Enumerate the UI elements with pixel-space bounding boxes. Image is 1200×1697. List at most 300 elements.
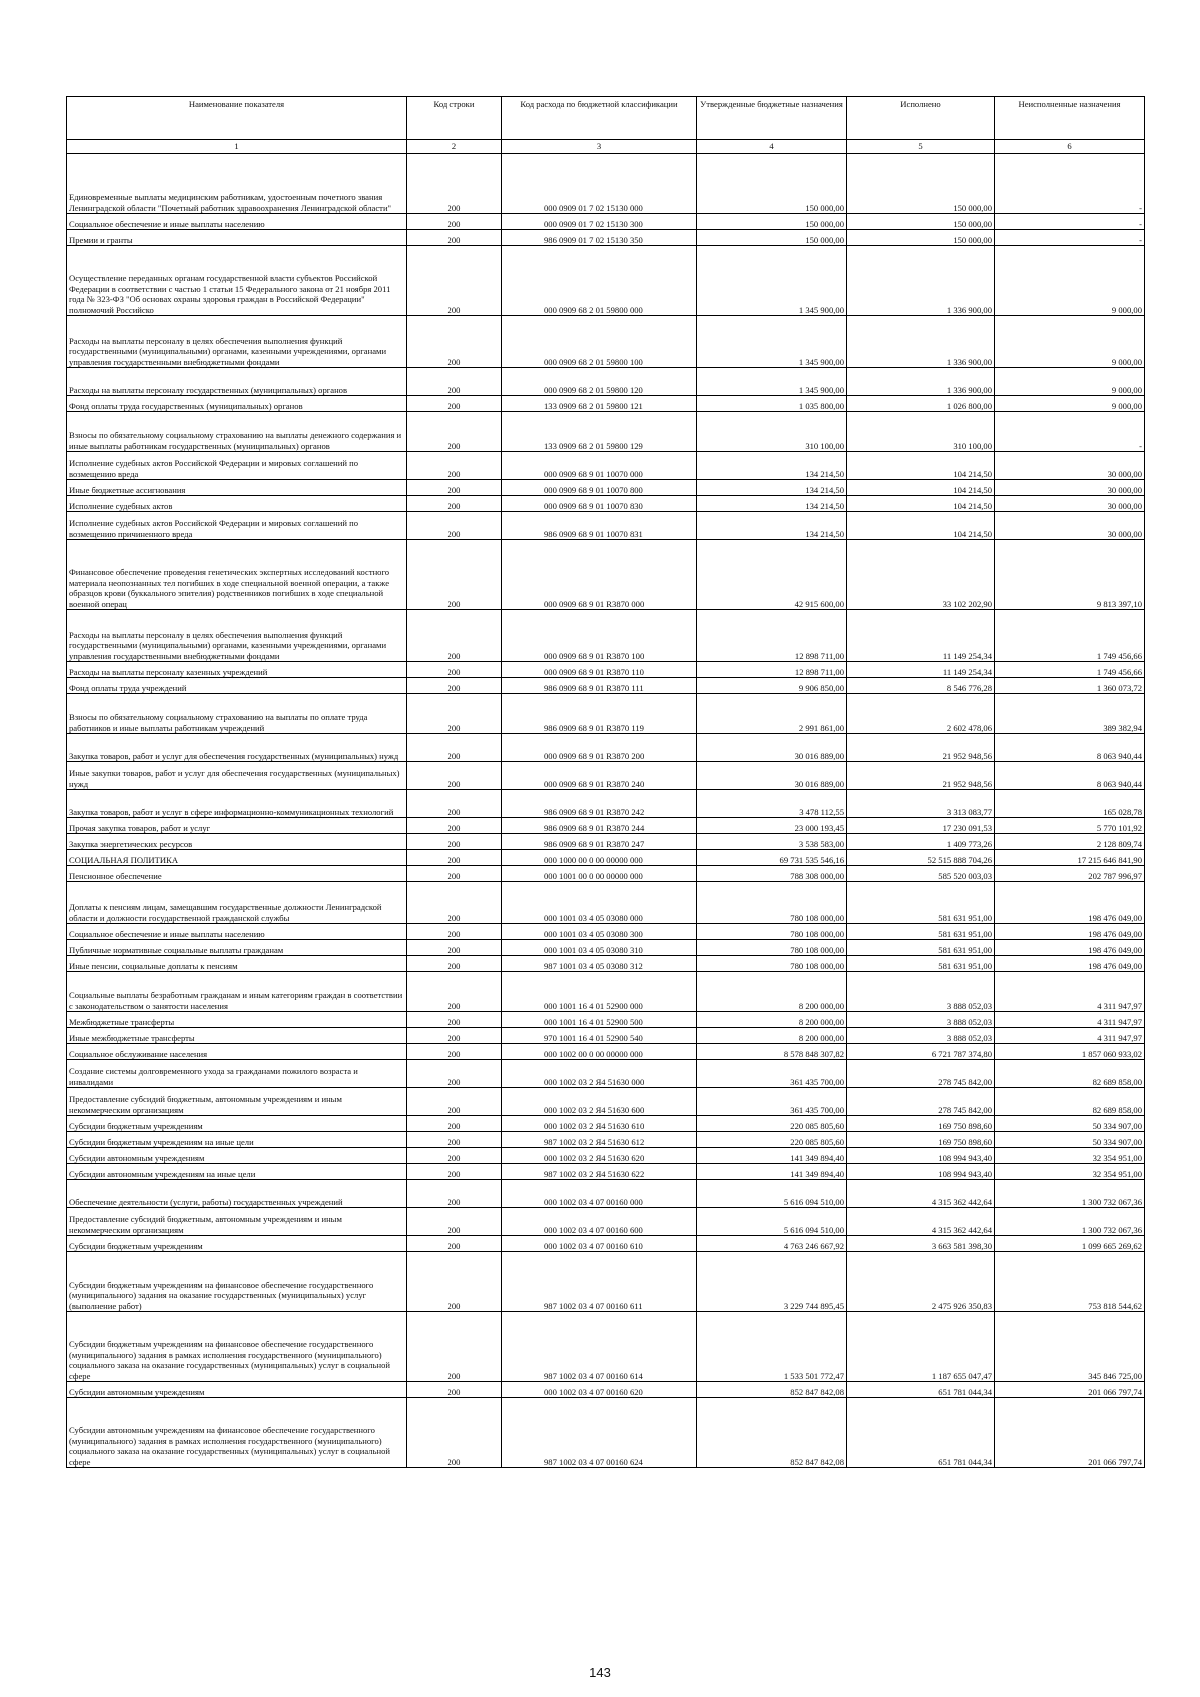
- cell-approved: 852 847 842,08: [697, 1398, 847, 1468]
- cell-name: Расходы на выплаты персоналу в целях обеспечения выполнения функций государственными (муниципальными) органами, казенными учреждениями, органами управления государственными внебюджетными фондами: [67, 316, 407, 368]
- table-row: [67, 396, 1145, 412]
- cell-kbk: 000 0909 68 2 01 59800 000: [502, 246, 697, 316]
- cell-code: 200: [407, 790, 502, 818]
- header-unexecuted: Неисполненные назначения: [995, 97, 1145, 140]
- cell-unexec: 1 749 456,66: [995, 610, 1145, 662]
- cell-name: Фонд оплаты труда государственных (муниципальных) органов: [67, 396, 407, 412]
- cell-approved: 141 349 894,40: [697, 1164, 847, 1180]
- cell-code: 200: [407, 412, 502, 452]
- cell-kbk: 000 1002 03 4 07 00160 620: [502, 1382, 697, 1398]
- cell-code: 200: [407, 1236, 502, 1252]
- table-row: [67, 154, 1145, 214]
- cell-kbk: 000 0909 68 9 01 R3870 240: [502, 762, 697, 790]
- cell-executed: 11 149 254,34: [847, 662, 995, 678]
- cell-executed: 3 663 581 398,30: [847, 1236, 995, 1252]
- cell-executed: 150 000,00: [847, 230, 995, 246]
- column-number: 5: [847, 140, 995, 154]
- cell-unexec: 201 066 797,74: [995, 1398, 1145, 1468]
- cell-kbk: 986 0909 68 9 01 R3870 119: [502, 694, 697, 734]
- cell-executed: 108 994 943,40: [847, 1164, 995, 1180]
- cell-approved: 69 731 535 546,16: [697, 850, 847, 866]
- cell-name: Премии и гранты: [67, 230, 407, 246]
- cell-code: 200: [407, 1148, 502, 1164]
- table-row: [67, 540, 1145, 610]
- cell-approved: 23 000 193,45: [697, 818, 847, 834]
- cell-unexec: 50 334 907,00: [995, 1132, 1145, 1148]
- cell-name: Социальные выплаты безработным гражданам и иным категориям граждан в соответствии с законодательством о занятости населения: [67, 972, 407, 1012]
- table-body: [67, 154, 1145, 1468]
- cell-approved: 5 616 094 510,00: [697, 1180, 847, 1208]
- cell-unexec: 30 000,00: [995, 480, 1145, 496]
- cell-approved: 30 016 889,00: [697, 734, 847, 762]
- cell-name: Публичные нормативные социальные выплаты гражданам: [67, 940, 407, 956]
- column-number: 3: [502, 140, 697, 154]
- cell-kbk: 000 0909 01 7 02 15130 300: [502, 214, 697, 230]
- table-row: [67, 762, 1145, 790]
- cell-unexec: 5 770 101,92: [995, 818, 1145, 834]
- table-row: [67, 818, 1145, 834]
- cell-executed: 278 745 842,00: [847, 1060, 995, 1088]
- column-number: 1: [67, 140, 407, 154]
- cell-code: 200: [407, 924, 502, 940]
- cell-unexec: 32 354 951,00: [995, 1164, 1145, 1180]
- cell-executed: 52 515 888 704,26: [847, 850, 995, 866]
- cell-unexec: -: [995, 214, 1145, 230]
- cell-unexec: 8 063 940,44: [995, 734, 1145, 762]
- cell-unexec: 30 000,00: [995, 496, 1145, 512]
- column-number-row: [67, 140, 1145, 154]
- cell-approved: 150 000,00: [697, 230, 847, 246]
- cell-name: Субсидии автономным учреждениям: [67, 1382, 407, 1398]
- cell-code: 200: [407, 368, 502, 396]
- cell-kbk: 986 0909 01 7 02 15130 350: [502, 230, 697, 246]
- cell-code: 200: [407, 972, 502, 1012]
- cell-code: 200: [407, 316, 502, 368]
- cell-unexec: 4 311 947,97: [995, 1028, 1145, 1044]
- cell-executed: 21 952 948,56: [847, 734, 995, 762]
- cell-code: 200: [407, 1044, 502, 1060]
- cell-unexec: 32 354 951,00: [995, 1148, 1145, 1164]
- cell-unexec: 1 300 732 067,36: [995, 1180, 1145, 1208]
- cell-approved: 8 200 000,00: [697, 1012, 847, 1028]
- cell-unexec: 82 689 858,00: [995, 1088, 1145, 1116]
- cell-code: 200: [407, 1028, 502, 1044]
- cell-name: Закупка товаров, работ и услуг для обеспечения государственных (муниципальных) нужд: [67, 734, 407, 762]
- cell-kbk: 970 1001 16 4 01 52900 540: [502, 1028, 697, 1044]
- cell-approved: 9 906 850,00: [697, 678, 847, 694]
- cell-approved: 220 085 805,60: [697, 1132, 847, 1148]
- cell-approved: 2 991 861,00: [697, 694, 847, 734]
- cell-executed: 3 888 052,03: [847, 1028, 995, 1044]
- cell-name: Создание системы долговременного ухода за гражданами пожилого возраста и инвалидами: [67, 1060, 407, 1088]
- cell-kbk: 000 0909 68 9 01 10070 830: [502, 496, 697, 512]
- cell-executed: 1 336 900,00: [847, 316, 995, 368]
- cell-code: 200: [407, 610, 502, 662]
- cell-unexec: 1 099 665 269,62: [995, 1236, 1145, 1252]
- cell-unexec: 389 382,94: [995, 694, 1145, 734]
- cell-executed: 11 149 254,34: [847, 610, 995, 662]
- cell-code: 200: [407, 834, 502, 850]
- cell-unexec: 82 689 858,00: [995, 1060, 1145, 1088]
- cell-name: Прочая закупка товаров, работ и услуг: [67, 818, 407, 834]
- cell-name: Субсидии автономным учреждениям: [67, 1148, 407, 1164]
- table-row: [67, 790, 1145, 818]
- cell-kbk: 987 1002 03 4 07 00160 624: [502, 1398, 697, 1468]
- table-row: [67, 734, 1145, 762]
- cell-unexec: 50 334 907,00: [995, 1116, 1145, 1132]
- table-row: [67, 480, 1145, 496]
- cell-code: 200: [407, 762, 502, 790]
- cell-code: 200: [407, 214, 502, 230]
- cell-code: 200: [407, 1312, 502, 1382]
- table-row: [67, 246, 1145, 316]
- cell-kbk: 986 0909 68 9 01 R3870 242: [502, 790, 697, 818]
- cell-name: Субсидии бюджетным учреждениям: [67, 1236, 407, 1252]
- cell-code: 200: [407, 246, 502, 316]
- cell-unexec: 198 476 049,00: [995, 882, 1145, 924]
- table-row: [67, 850, 1145, 866]
- cell-executed: 150 000,00: [847, 214, 995, 230]
- cell-approved: 141 349 894,40: [697, 1148, 847, 1164]
- cell-kbk: 986 0909 68 9 01 R3870 247: [502, 834, 697, 850]
- cell-executed: 21 952 948,56: [847, 762, 995, 790]
- cell-executed: 581 631 951,00: [847, 882, 995, 924]
- cell-kbk: 000 1002 03 2 Я4 51630 620: [502, 1148, 697, 1164]
- cell-name: Расходы на выплаты персоналу государственных (муниципальных) органов: [67, 368, 407, 396]
- cell-kbk: 000 1002 03 4 07 00160 600: [502, 1208, 697, 1236]
- cell-name: Иные пенсии, социальные доплаты к пенсиям: [67, 956, 407, 972]
- cell-kbk: 987 1002 03 4 07 00160 614: [502, 1312, 697, 1382]
- cell-approved: 150 000,00: [697, 154, 847, 214]
- cell-executed: 1 409 773,26: [847, 834, 995, 850]
- cell-kbk: 000 0909 68 2 01 59800 100: [502, 316, 697, 368]
- cell-approved: 8 200 000,00: [697, 1028, 847, 1044]
- cell-approved: 1 035 800,00: [697, 396, 847, 412]
- table-row: [67, 882, 1145, 924]
- cell-executed: 581 631 951,00: [847, 940, 995, 956]
- cell-executed: 3 888 052,03: [847, 1012, 995, 1028]
- cell-approved: 150 000,00: [697, 214, 847, 230]
- header-name: Наименование показателя: [67, 97, 407, 140]
- cell-name: Социальное обеспечение и иные выплаты населению: [67, 924, 407, 940]
- cell-name: Взносы по обязательному социальному страхованию на выплаты по оплате труда работников и иные выплаты работникам учреждений: [67, 694, 407, 734]
- table-row: [67, 1208, 1145, 1236]
- cell-name: Исполнение судебных актов Российской Федерации и мировых соглашений по возмещению вреда: [67, 452, 407, 480]
- cell-code: 200: [407, 540, 502, 610]
- table-row: [67, 866, 1145, 882]
- table-row: [67, 972, 1145, 1012]
- cell-kbk: 000 1002 03 4 07 00160 610: [502, 1236, 697, 1252]
- cell-name: СОЦИАЛЬНАЯ ПОЛИТИКА: [67, 850, 407, 866]
- cell-executed: 310 100,00: [847, 412, 995, 452]
- cell-unexec: 30 000,00: [995, 452, 1145, 480]
- cell-approved: 12 898 711,00: [697, 610, 847, 662]
- cell-approved: 780 108 000,00: [697, 956, 847, 972]
- cell-code: 200: [407, 734, 502, 762]
- header-kbk: Код расхода по бюджетной классификации: [502, 97, 697, 140]
- table-row: [67, 230, 1145, 246]
- cell-code: 200: [407, 1116, 502, 1132]
- cell-code: 200: [407, 452, 502, 480]
- cell-approved: 4 763 246 667,92: [697, 1236, 847, 1252]
- table-row: [67, 834, 1145, 850]
- cell-approved: 42 915 600,00: [697, 540, 847, 610]
- cell-code: 200: [407, 1012, 502, 1028]
- cell-executed: 3 888 052,03: [847, 972, 995, 1012]
- cell-kbk: 000 1002 03 2 Я4 51630 000: [502, 1060, 697, 1088]
- cell-approved: 134 214,50: [697, 452, 847, 480]
- cell-approved: 1 345 900,00: [697, 246, 847, 316]
- cell-executed: 4 315 362 442,64: [847, 1180, 995, 1208]
- cell-approved: 1 345 900,00: [697, 368, 847, 396]
- cell-approved: 361 435 700,00: [697, 1088, 847, 1116]
- cell-kbk: 986 0909 68 9 01 R3870 244: [502, 818, 697, 834]
- cell-kbk: 000 1002 03 2 Я4 51630 610: [502, 1116, 697, 1132]
- cell-kbk: 000 1001 03 4 05 03080 300: [502, 924, 697, 940]
- cell-kbk: 000 0909 68 9 01 R3870 100: [502, 610, 697, 662]
- cell-unexec: 345 846 725,00: [995, 1312, 1145, 1382]
- header-code: Код строки: [407, 97, 502, 140]
- cell-code: 200: [407, 154, 502, 214]
- cell-executed: 4 315 362 442,64: [847, 1208, 995, 1236]
- table-row: [67, 1088, 1145, 1116]
- cell-name: Иные бюджетные ассигнования: [67, 480, 407, 496]
- cell-approved: 310 100,00: [697, 412, 847, 452]
- cell-unexec: 1 857 060 933,02: [995, 1044, 1145, 1060]
- cell-executed: 581 631 951,00: [847, 924, 995, 940]
- cell-executed: 2 475 926 350,83: [847, 1252, 995, 1312]
- cell-executed: 17 230 091,53: [847, 818, 995, 834]
- table-row: [67, 412, 1145, 452]
- cell-name: Социальное обеспечение и иные выплаты населению: [67, 214, 407, 230]
- cell-code: 200: [407, 1060, 502, 1088]
- cell-name: Субсидии автономным учреждениям на финансовое обеспечение государственного (муниципального) задания в рамках исполнения государственного (муниципального) социального заказа на оказание государственных (муниципальных) услуг в социальной сфере: [67, 1398, 407, 1468]
- cell-code: 200: [407, 230, 502, 246]
- cell-unexec: 1 360 073,72: [995, 678, 1145, 694]
- cell-kbk: 000 0909 68 9 01 R3870 110: [502, 662, 697, 678]
- cell-unexec: 198 476 049,00: [995, 940, 1145, 956]
- cell-code: 200: [407, 1088, 502, 1116]
- cell-unexec: 1 300 732 067,36: [995, 1208, 1145, 1236]
- cell-executed: 2 602 478,06: [847, 694, 995, 734]
- cell-code: 200: [407, 1180, 502, 1208]
- cell-code: 200: [407, 678, 502, 694]
- cell-name: Пенсионное обеспечение: [67, 866, 407, 882]
- cell-unexec: 9 000,00: [995, 246, 1145, 316]
- budget-execution-table: [66, 96, 1145, 1468]
- table-row: [67, 662, 1145, 678]
- cell-code: 200: [407, 662, 502, 678]
- cell-kbk: 987 1001 03 4 05 03080 312: [502, 956, 697, 972]
- cell-name: Иные закупки товаров, работ и услуг для обеспечения государственных (муниципальных) нужд: [67, 762, 407, 790]
- cell-kbk: 000 0909 01 7 02 15130 000: [502, 154, 697, 214]
- cell-executed: 104 214,50: [847, 496, 995, 512]
- table-row: [67, 368, 1145, 396]
- cell-approved: 1 345 900,00: [697, 316, 847, 368]
- cell-executed: 1 026 800,00: [847, 396, 995, 412]
- cell-kbk: 000 1000 00 0 00 00000 000: [502, 850, 697, 866]
- cell-kbk: 000 1001 03 4 05 03080 000: [502, 882, 697, 924]
- cell-code: 200: [407, 866, 502, 882]
- cell-code: 200: [407, 512, 502, 540]
- cell-executed: 6 721 787 374,80: [847, 1044, 995, 1060]
- cell-name: Предоставление субсидий бюджетным, автономным учреждениям и иным некоммерческим организациям: [67, 1088, 407, 1116]
- cell-executed: 1 336 900,00: [847, 368, 995, 396]
- cell-approved: 780 108 000,00: [697, 924, 847, 940]
- cell-name: Исполнение судебных актов Российской Федерации и мировых соглашений по возмещению причиненного вреда: [67, 512, 407, 540]
- table-row: [67, 610, 1145, 662]
- cell-name: Субсидии бюджетным учреждениям на финансовое обеспечение государственного (муниципального) задания в рамках исполнения государственного (муниципального) социального заказа на оказание государственных (муниципальных) услуг в социальной сфере: [67, 1312, 407, 1382]
- header-executed: Исполнено: [847, 97, 995, 140]
- cell-unexec: 198 476 049,00: [995, 924, 1145, 940]
- cell-code: 200: [407, 496, 502, 512]
- column-number: 2: [407, 140, 502, 154]
- cell-executed: 104 214,50: [847, 452, 995, 480]
- table-row: [67, 1236, 1145, 1252]
- cell-name: Взносы по обязательному социальному страхованию на выплаты денежного содержания и иные выплаты работникам государственных (муниципальных) органов: [67, 412, 407, 452]
- cell-approved: 220 085 805,60: [697, 1116, 847, 1132]
- table-row: [67, 1180, 1145, 1208]
- table-row: [67, 1164, 1145, 1180]
- cell-approved: 8 200 000,00: [697, 972, 847, 1012]
- cell-executed: 3 313 083,77: [847, 790, 995, 818]
- cell-approved: 5 616 094 510,00: [697, 1208, 847, 1236]
- cell-unexec: 9 813 397,10: [995, 540, 1145, 610]
- cell-kbk: 000 0909 68 9 01 10070 000: [502, 452, 697, 480]
- cell-executed: 33 102 202,90: [847, 540, 995, 610]
- cell-name: Субсидии автономным учреждениям на иные цели: [67, 1164, 407, 1180]
- cell-code: 200: [407, 850, 502, 866]
- cell-name: Расходы на выплаты персоналу казенных учреждений: [67, 662, 407, 678]
- cell-executed: 150 000,00: [847, 154, 995, 214]
- cell-approved: 780 108 000,00: [697, 882, 847, 924]
- cell-approved: 3 229 744 895,45: [697, 1252, 847, 1312]
- cell-kbk: 000 0909 68 9 01 R3870 000: [502, 540, 697, 610]
- header-approved: Утвержденные бюджетные назначения: [697, 97, 847, 140]
- cell-unexec: 9 000,00: [995, 396, 1145, 412]
- cell-approved: 134 214,50: [697, 496, 847, 512]
- cell-executed: 278 745 842,00: [847, 1088, 995, 1116]
- cell-unexec: 2 128 809,74: [995, 834, 1145, 850]
- cell-code: 200: [407, 694, 502, 734]
- cell-code: 200: [407, 882, 502, 924]
- table-row: [67, 214, 1145, 230]
- table-row: [67, 678, 1145, 694]
- cell-unexec: 202 787 996,97: [995, 866, 1145, 882]
- cell-name: Субсидии бюджетным учреждениям на финансовое обеспечение государственного (муниципального) задания на оказание государственных (муниципальных) услуг (выполнение работ): [67, 1252, 407, 1312]
- table-row: [67, 316, 1145, 368]
- cell-unexec: 4 311 947,97: [995, 1012, 1145, 1028]
- cell-kbk: 000 1001 16 4 01 52900 000: [502, 972, 697, 1012]
- cell-name: Иные межбюджетные трансферты: [67, 1028, 407, 1044]
- cell-name: Доплаты к пенсиям лицам, замещавшим государственные должности Ленинградской области и должности государственной гражданской службы: [67, 882, 407, 924]
- cell-name: Обеспечение деятельности (услуги, работы) государственных учреждений: [67, 1180, 407, 1208]
- cell-code: 200: [407, 1252, 502, 1312]
- cell-unexec: 8 063 940,44: [995, 762, 1145, 790]
- table-row: [67, 1012, 1145, 1028]
- cell-kbk: 000 1001 16 4 01 52900 500: [502, 1012, 697, 1028]
- table-row: [67, 452, 1145, 480]
- cell-executed: 169 750 898,60: [847, 1132, 995, 1148]
- cell-unexec: -: [995, 154, 1145, 214]
- cell-code: 200: [407, 1208, 502, 1236]
- cell-executed: 8 546 776,28: [847, 678, 995, 694]
- table-row: [67, 1116, 1145, 1132]
- cell-unexec: -: [995, 230, 1145, 246]
- header-row: [67, 97, 1145, 140]
- cell-code: 200: [407, 480, 502, 496]
- cell-kbk: 000 1002 00 0 00 00000 000: [502, 1044, 697, 1060]
- cell-code: 200: [407, 1164, 502, 1180]
- table-row: [67, 496, 1145, 512]
- cell-unexec: 1 749 456,66: [995, 662, 1145, 678]
- column-number: 4: [697, 140, 847, 154]
- cell-code: 200: [407, 1382, 502, 1398]
- cell-executed: 651 781 044,34: [847, 1398, 995, 1468]
- cell-approved: 30 016 889,00: [697, 762, 847, 790]
- table-row: [67, 694, 1145, 734]
- table-row: [67, 1148, 1145, 1164]
- cell-approved: 788 308 000,00: [697, 866, 847, 882]
- cell-executed: 651 781 044,34: [847, 1382, 995, 1398]
- cell-code: 200: [407, 818, 502, 834]
- cell-name: Предоставление субсидий бюджетным, автономным учреждениям и иным некоммерческим организациям: [67, 1208, 407, 1236]
- cell-unexec: 30 000,00: [995, 512, 1145, 540]
- cell-kbk: 000 0909 68 9 01 R3870 200: [502, 734, 697, 762]
- cell-unexec: 17 215 646 841,90: [995, 850, 1145, 866]
- table-row: [67, 1312, 1145, 1382]
- cell-executed: 1 187 655 047,47: [847, 1312, 995, 1382]
- cell-kbk: 986 0909 68 9 01 10070 831: [502, 512, 697, 540]
- cell-approved: 852 847 842,08: [697, 1382, 847, 1398]
- cell-executed: 581 631 951,00: [847, 956, 995, 972]
- table-row: [67, 1044, 1145, 1060]
- cell-name: Финансовое обеспечение проведения генетических экспертных исследований костного материала неопознанных тел погибших в ходе специальной военной операции, а также образцов крови (буккального эпителия) родственников погибших в ходе специальной военной операц: [67, 540, 407, 610]
- cell-approved: 3 478 112,55: [697, 790, 847, 818]
- cell-approved: 361 435 700,00: [697, 1060, 847, 1088]
- cell-unexec: 9 000,00: [995, 368, 1145, 396]
- cell-approved: 780 108 000,00: [697, 940, 847, 956]
- cell-approved: 3 538 583,00: [697, 834, 847, 850]
- table-row: [67, 1060, 1145, 1088]
- cell-unexec: 201 066 797,74: [995, 1382, 1145, 1398]
- cell-unexec: 9 000,00: [995, 316, 1145, 368]
- cell-kbk: 000 1002 03 4 07 00160 000: [502, 1180, 697, 1208]
- cell-name: Закупка товаров, работ и услуг в сфере информационно-коммуникационных технологий: [67, 790, 407, 818]
- table-row: [67, 1132, 1145, 1148]
- cell-kbk: 133 0909 68 2 01 59800 121: [502, 396, 697, 412]
- table-row: [67, 1028, 1145, 1044]
- table-row: [67, 924, 1145, 940]
- cell-name: Субсидии бюджетным учреждениям: [67, 1116, 407, 1132]
- cell-executed: 169 750 898,60: [847, 1116, 995, 1132]
- cell-kbk: 000 0909 68 2 01 59800 120: [502, 368, 697, 396]
- cell-code: 200: [407, 940, 502, 956]
- table-row: [67, 1252, 1145, 1312]
- cell-unexec: 753 818 544,62: [995, 1252, 1145, 1312]
- cell-unexec: 4 311 947,97: [995, 972, 1145, 1012]
- cell-kbk: 000 1001 00 0 00 00000 000: [502, 866, 697, 882]
- cell-kbk: 987 1002 03 4 07 00160 611: [502, 1252, 697, 1312]
- cell-approved: 1 533 501 772,47: [697, 1312, 847, 1382]
- cell-executed: 1 336 900,00: [847, 246, 995, 316]
- cell-approved: 8 578 848 307,82: [697, 1044, 847, 1060]
- table-row: [67, 940, 1145, 956]
- cell-executed: 104 214,50: [847, 512, 995, 540]
- table-row: [67, 956, 1145, 972]
- cell-code: 200: [407, 1398, 502, 1468]
- cell-name: Межбюджетные трансферты: [67, 1012, 407, 1028]
